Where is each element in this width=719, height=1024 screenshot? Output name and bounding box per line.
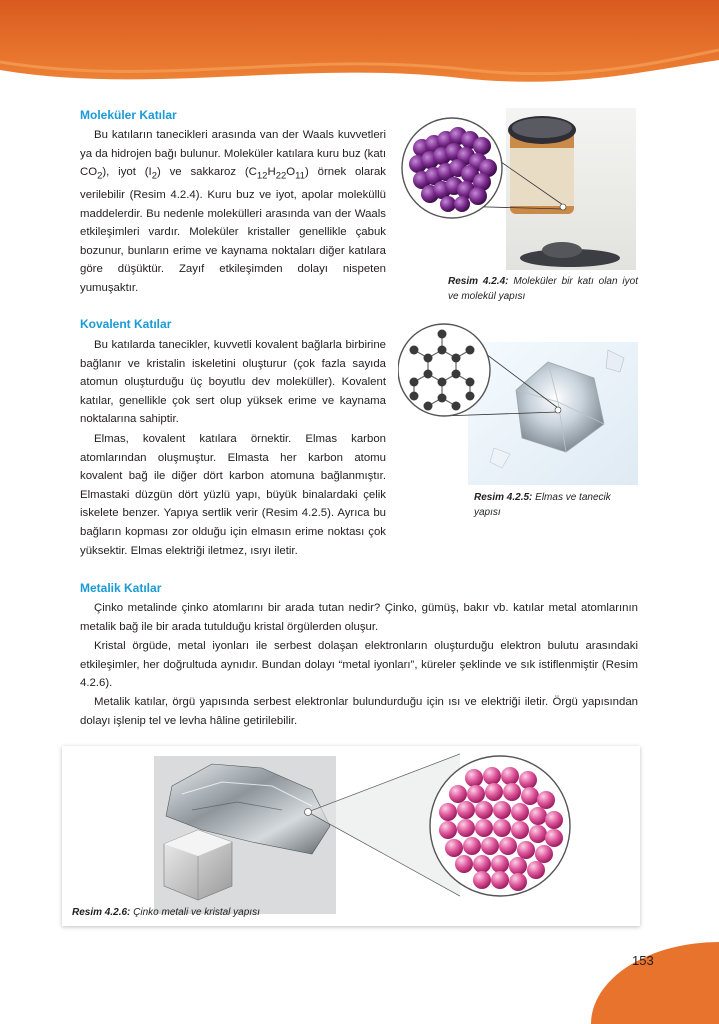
paragraph-metallic-2: Kristal örgüde, metal iyonları ile serbest dolaşan elektronların oluşturduğu elektron bulutu arasındaki etkileşimler, her doğrultuda aynıdır. Bundan dolayı “metal iyonları”, küreler şeklinde ve sık istiflenmiştir (Resim 4.2.6). — [80, 640, 638, 690]
subscript: 2 — [151, 170, 157, 182]
text-part: H — [267, 166, 276, 179]
subscript: 22 — [275, 170, 287, 182]
paragraph-covalent-1: Bu katılarda tanecikler, kuvvetli kovalent bağlarla birbirine bağlanır ve kristalin iskeletini oluşturur (çok fazla sayıda atomun oluşturduğu üç boyutlu dev moleküller). Kovalent katılar, genellikle çok sert olup yüksek erime ve kaynama noktalarına sahiptir. — [80, 339, 386, 426]
top-decorative-band — [0, 0, 719, 95]
caption-text: Moleküler bir katı olan iyot ve molekül yapısı — [448, 276, 638, 302]
diamond-photo — [398, 320, 638, 485]
caption-text: Çinko metali ve kristal yapısı — [133, 907, 260, 918]
page-corner-decoration — [591, 942, 719, 1024]
text-part: Bu katıların tanecikleri arasında van der Waals kuvvetleri ya da hidrojen bağı bulunur. Moleküler katılara kuru buz (katı CO — [80, 129, 386, 179]
paragraph-metallic-1: Çinko metalinde çinko atomlarını bir arada tutan nedir? Çinko, gümüş, bakır vb. katılar metal atomlarının metalik bağ ile bir arada tutulduğu kristal örgülerden oluşur. — [80, 602, 638, 633]
caption-text: Elmas ve tanecik yapısı — [474, 492, 611, 518]
caption-label: Resim 4.2.4: — [448, 276, 509, 287]
text-part: O — [286, 166, 296, 179]
heading-metallic-solids: Metalik Katılar — [80, 581, 162, 595]
page-number: 153 — [632, 953, 654, 968]
caption-label: Resim 4.2.6: — [72, 907, 131, 918]
caption-figure-4-2-5 — [474, 490, 640, 520]
paragraph-covalent-2: Elmas, kovalent katılara örnektir. Elmas karbon atomlarından oluşmuştur. Elmasta her karbon atomu kovalent bağ ile diğer dört karbon atomuna bağlanmıştır. Elmastaki düzgün dört yüzlü yapı, büyük binalardaki çelik iskelete benzer. Yapıya sertlik verir (Resim 4.2.5). Ayrıca bu bağların kopması zor olduğu için elmasın erime noktası çok yüksektir. Elmas elektriği iletmez, ısıyı iletir. — [80, 433, 386, 557]
iodine-photo — [400, 108, 636, 270]
heading-molecular-solids: Moleküler Katılar — [80, 108, 177, 122]
zinc-figure-box — [62, 746, 640, 926]
heading-covalent-solids: Kovalent Katılar — [80, 317, 172, 331]
caption-figure-4-2-4 — [448, 274, 638, 304]
subscript: 2 — [97, 170, 103, 182]
paragraph-molecular-solids — [80, 126, 386, 298]
caption-figure-4-2-6 — [72, 905, 260, 920]
text-part: ), iyot (I — [102, 166, 152, 179]
subscript: 12 — [256, 170, 268, 182]
subscript: 11 — [295, 170, 306, 182]
paragraph-metallic-3: Metalik katılar, örgü yapısında serbest elektronlar bulundurduğu için ısı ve elektriği iletir. Örgü yapısından dolayı işlenip tel ve levha hâline getirilebilir. — [80, 696, 638, 727]
text-part: ) örnek olarak verilebilir (Resim 4.2.4). Kuru buz ve iyot, apolar moleküllü maddelerdir. Bu nedenle molekülleri arasında van der Waals etkileşimleri vardır. Moleküler kristaller genellikle çabuk bozunur, bunların erime ve kaynama noktaları diğer katılara göre düşüktür. Zayıf etkileşimden dolayı nispeten yumuşaktır. — [80, 166, 386, 295]
wave-decoration — [0, 0, 719, 95]
text-part: ) ve sakkaroz (C — [156, 166, 257, 179]
caption-label: Resim 4.2.5: — [474, 492, 533, 503]
